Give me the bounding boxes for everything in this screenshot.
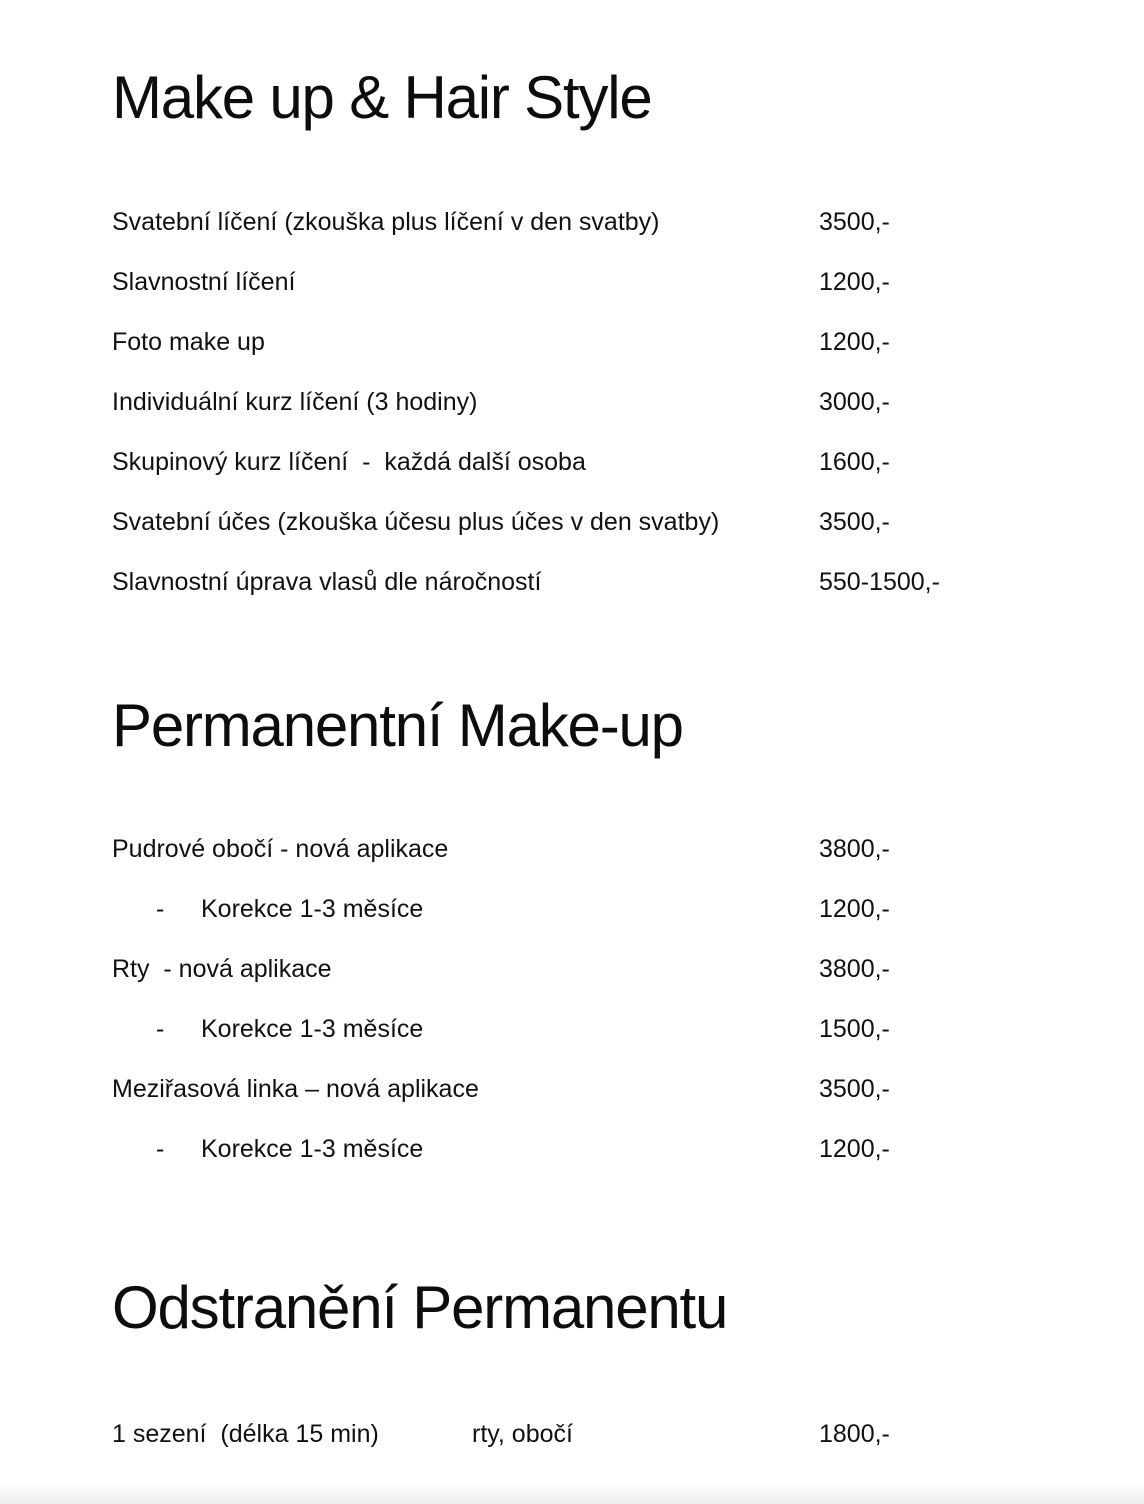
service-name: Skupinový kurz líčení - každá další osoba [112, 448, 586, 476]
price-row [112, 322, 1012, 362]
service-name: Korekce 1-3 měsíce [201, 1135, 424, 1163]
service-name: Meziřasová linka – nová aplikace [112, 1075, 479, 1103]
section-title-permanent-makeup: Permanentní Make-up [112, 692, 683, 759]
service-name: Foto make up [112, 328, 265, 356]
service-name: Korekce 1-3 měsíce [201, 895, 424, 923]
service-price: 3500,- [819, 1075, 890, 1103]
price-row [112, 202, 1012, 242]
service-name: Slavnostní líčení [112, 268, 296, 296]
list-dash: - [156, 1015, 165, 1043]
list-dash: - [156, 895, 165, 923]
price-row [112, 442, 1012, 482]
service-price: 550-1500,- [819, 568, 940, 596]
service-price: 1600,- [819, 448, 890, 476]
price-row-sub [112, 1129, 1012, 1169]
service-name: Slavnostní úprava vlasů dle náročností [112, 568, 542, 596]
service-price: 1500,- [819, 1015, 890, 1043]
service-price: 3800,- [819, 835, 890, 863]
section-title-makeup-hair: Make up & Hair Style [112, 64, 652, 131]
service-price: 1200,- [819, 268, 890, 296]
service-name: 1 sezení (délka 15 min) [112, 1420, 379, 1448]
price-row-sub [112, 1009, 1012, 1049]
service-name: Rty - nová aplikace [112, 955, 332, 983]
price-row [112, 1414, 1012, 1454]
service-price: 3500,- [819, 208, 890, 236]
price-row [112, 1069, 1012, 1109]
service-price: 1800,- [819, 1420, 890, 1448]
service-name: Svatební účes (zkouška účesu plus účes v den svatby) [112, 508, 720, 536]
service-price: 1200,- [819, 1135, 890, 1163]
page-bottom-shadow [0, 1482, 1144, 1504]
service-price: 3500,- [819, 508, 890, 536]
price-row [112, 829, 1012, 869]
price-row [112, 949, 1012, 989]
service-price: 3000,- [819, 388, 890, 416]
service-name: Pudrové obočí - nová aplikace [112, 835, 449, 863]
price-row [112, 562, 1012, 602]
service-detail: rty, obočí [472, 1420, 573, 1448]
price-row-sub [112, 889, 1012, 929]
service-price: 1200,- [819, 895, 890, 923]
service-name: Korekce 1-3 měsíce [201, 1015, 424, 1043]
price-row [112, 382, 1012, 422]
service-name: Individuální kurz líčení (3 hodiny) [112, 388, 478, 416]
service-price: 3800,- [819, 955, 890, 983]
list-dash: - [156, 1135, 165, 1163]
price-row [112, 502, 1012, 542]
service-price: 1200,- [819, 328, 890, 356]
service-name: Svatební líčení (zkouška plus líčení v den svatby) [112, 208, 660, 236]
section-title-permanent-removal: Odstranění Permanentu [112, 1274, 728, 1341]
price-row [112, 262, 1012, 302]
